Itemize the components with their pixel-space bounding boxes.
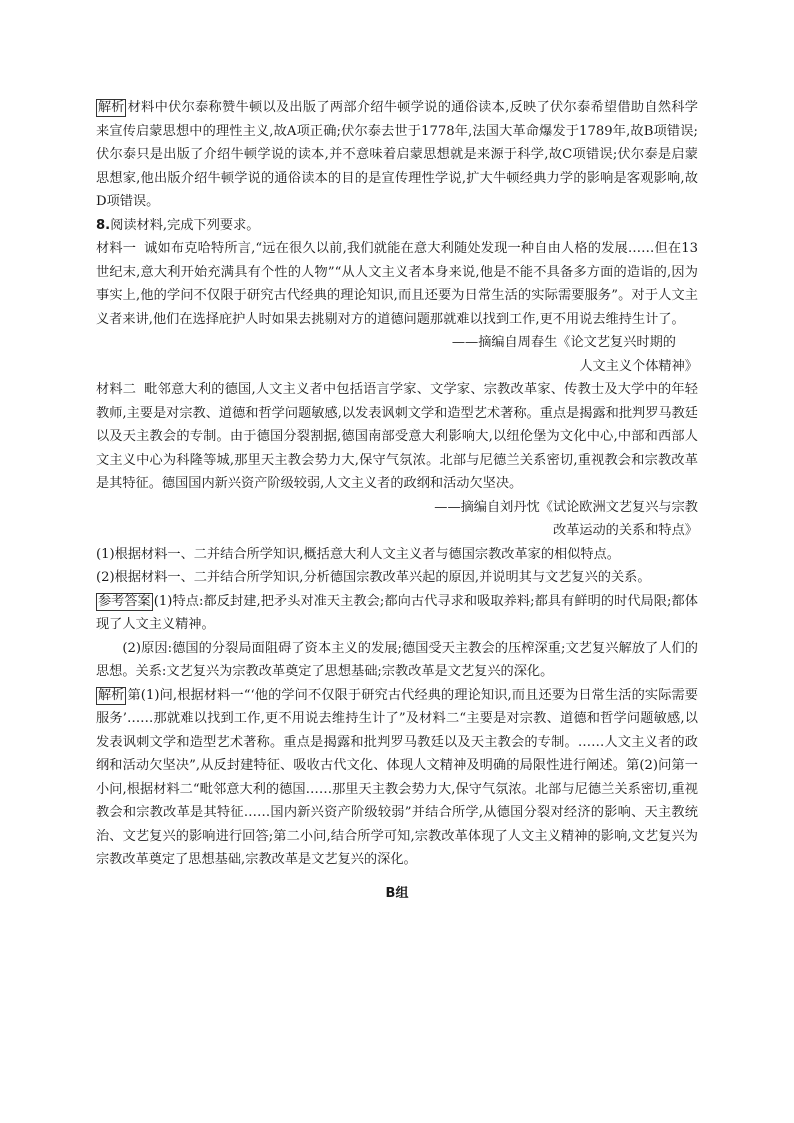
section-heading: B组	[385, 885, 409, 901]
analysis-paragraph-2	[96, 684, 698, 872]
answer-tag: 参考答案	[98, 593, 151, 609]
material-1-text: 诚如布克哈特所言,“远在很久以前,我们就能在意大利随处发现一种自由人格的发展……但在13世纪末,意大利开始充满具有个性的人物”“从人文主义者本身来说,他是不能不具备多方面的造诣的,因为事实上,他的学问不仅限于研究古代经典的理论知识,而且还要为日常生活的实际需要服务”。对于人文主义者来讲,他们在选择庇护人时如果去挑剔对方的道德问题那就难以找到工作,更不用说去维持生计了。	[96, 241, 699, 327]
material-1-source-line-1: ——摘编自周春生《论文艺复兴时期的	[451, 335, 676, 350]
answer-part-1: (1)特点:都反封建,把矛头对准天主教会;都向古代寻求和吸取养料;都具有鲜明的时代局限;都体现了人文主义精神。	[96, 593, 698, 632]
analysis-tag-2: 解析	[98, 687, 125, 703]
analysis-text-2: 第(1)问,根据材料一“‘他的学问不仅限于研究古代经典的理论知识,而且还要为日常生活的实际需要服务’……那就难以找到工作,更不用说去维持生计了”及材料二“主要是对宗教、道德和哲学问题敏感,以发表讽刺文学和造型艺术著称。重点是揭露和批判罗马教廷以及天主教会的专制。……人文主义者的政纲和活动欠坚决”,从反封建特征、吸收古代文化、体现人文精神及明确的局限性进行阐述。第(2)问第一小问,根据材料二“毗邻意大利的德国……那里天主教会势力大,保守气氛浓。北部与尼德兰关系密切,重视教会和宗教改革是其特征……国内新兴资产阶级较弱”并结合所学,从德国分裂对经济的影响、天主教统治、文艺复兴的影响进行回答;第二小问,结合所学可知,宗教改革体现了人文主义精神的影响,文艺复兴为宗教改革奠定了思想基础,宗教改革是文艺复兴的深化。	[96, 687, 698, 867]
material-2-text: 毗邻意大利的德国,人文主义者中包括语言学家、文学家、宗教改革家、传教士及大学中的年轻教师,主要是对宗教、道德和哲学问题敏感,以发表讽刺文学和造型艺术著称。重点是揭露和批判罗马教廷以及天主教会的专制。由于德国分裂割据,德国南部受意大利影响大,以纽伦堡为文化中心,中部和西部人文主义中心为科隆等城,那里天主教会势力大,保守气氛浓。北部与尼德兰关系密切,重视教会和宗教改革是其特征。德国国内新兴资产阶级较弱,人文主义者的政纲和活动欠坚决。	[96, 382, 698, 491]
material-2-source-line-1: ——摘编自刘丹忱《试论欧洲文艺复兴与宗教	[434, 499, 698, 515]
requirement-2: (2)根据材料一、二并结合所学知识,分析德国宗教改革兴起的原因,并说明其与文艺复兴的关系。	[96, 570, 651, 585]
material-1-label: 材料一	[96, 241, 137, 256]
material-2-label: 材料二	[96, 382, 137, 397]
analysis-paragraph-1	[96, 96, 698, 214]
material-1	[96, 237, 698, 331]
material-2-source-line-2: 改革运动的关系和特点》	[552, 523, 698, 538]
material-1-source-line-2: 人文主义个体精神》	[579, 358, 698, 374]
requirement-1: (1)根据材料一、二并结合所学知识,概括意大利人文主义者与德国宗教改革家的相似特点。	[96, 546, 620, 562]
question-number: 8.	[96, 217, 111, 233]
document-page	[96, 96, 698, 905]
material-2	[96, 378, 698, 496]
question-prompt: 阅读材料,完成下列要求。	[110, 217, 260, 233]
analysis-tag: 解析	[98, 100, 125, 115]
answer-part-2: (2)原因:德国的分裂局面阻碍了资本主义的发展;德国受天主教会的压榨深重;文艺复兴解放了人们的思想。关系:文艺复兴为宗教改革奠定了思想基础;宗教改革是文艺复兴的深化。	[96, 640, 698, 679]
question-8	[96, 214, 698, 238]
analysis-text: 材料中伏尔泰称赞牛顿以及出版了两部介绍牛顿学说的通俗读本,反映了伏尔泰希望借助自然科学来宣传启蒙思想中的理性主义,故A项正确;伏尔泰去世于1778年,法国大革命爆发于1789年,故B项错误;伏尔泰只是出版了介绍牛顿学说的读本,并不意味着启蒙思想就是来源于科学,故C项错误;伏尔泰是启蒙思想家,他出版介绍牛顿学说的通俗读本的目的是宣传理性学说,扩大牛顿经典力学的影响是客观影响,故D项错误。	[96, 100, 698, 209]
answer-paragraph-1	[96, 590, 698, 637]
